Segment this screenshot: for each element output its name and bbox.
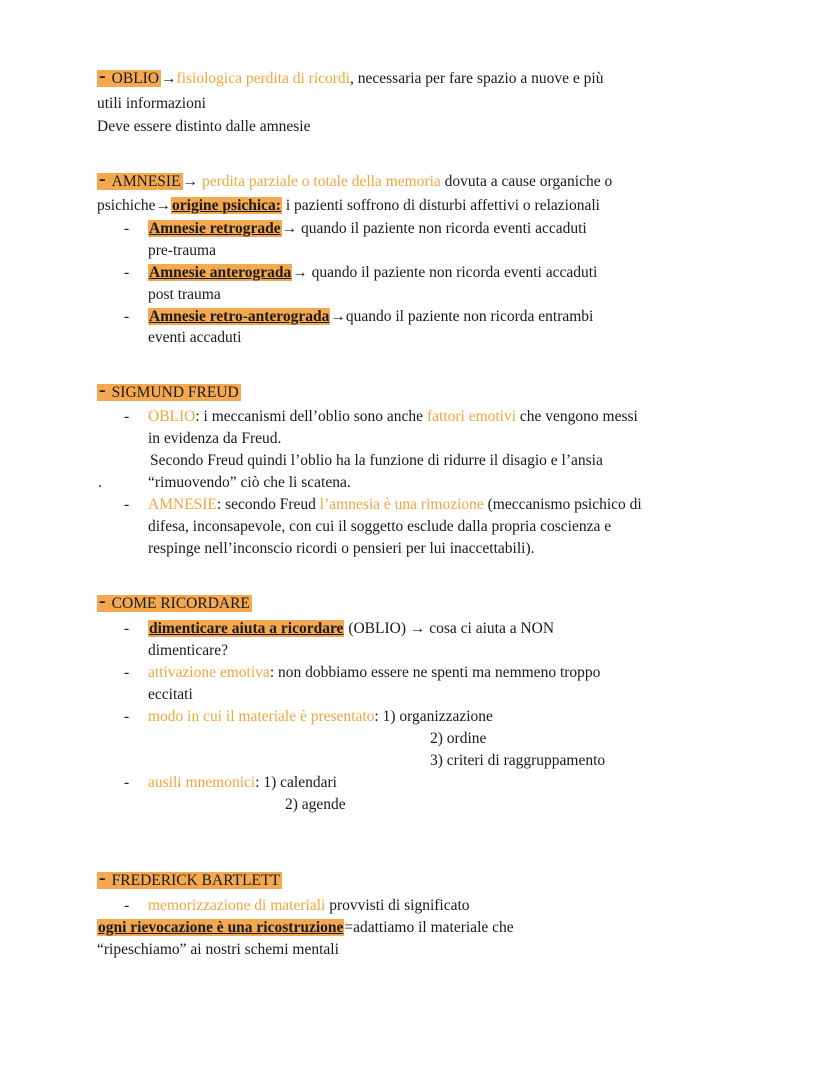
bullet-marker: -	[124, 774, 130, 791]
bartlett-line2: ogni rievocazione è una ricostruzione=adattiamo il materiale che	[98, 919, 514, 936]
freud-b1-l3: Secondo Freud quindi l’oblio ha la funzione di ridurre il disagio e l’ansia	[150, 452, 603, 469]
freud-b1: OBLIO: i meccanismi dell’oblio sono anche fattori emotivi che vengono messi	[148, 408, 638, 425]
bullet-marker: -	[124, 496, 130, 513]
bullet-marker: -	[124, 708, 130, 725]
ricordare-b3-l2: 2) ordine	[430, 730, 487, 747]
bullet-marker: -	[124, 264, 130, 281]
ricordare-b4: ausili mnemonici: 1) calendari	[148, 774, 337, 791]
oblio-heading-line: - OBLIO →fisiologica perdita di ricordi, necessaria per fare spazio a nuove e più	[99, 65, 604, 87]
ricordare-b4-l2: 2) agende	[285, 796, 346, 813]
freud-b1-l2: in evidenza da Freud.	[148, 430, 282, 447]
ricordare-b2-l2: eccitati	[148, 686, 193, 703]
amnesie-item-3-cont: eventi accaduti	[148, 329, 242, 346]
bartlett-heading-line	[97, 869, 282, 891]
freud-heading-line	[97, 381, 241, 403]
bartlett-heading: - FREDERICK BARTLETT	[99, 867, 280, 889]
freud-heading: - SIGMUND FREUD	[99, 379, 239, 401]
amnesie-heading: - AMNESIE	[99, 168, 181, 190]
bullet-marker: -	[124, 664, 130, 681]
freud-b2-l2: difesa, inconsapevole, con cui il soggetto esclude dalla propria coscienza e	[148, 518, 612, 535]
bullet-marker: -	[124, 408, 130, 425]
stray-dot: .	[98, 474, 102, 491]
ricordare-heading-line	[97, 592, 252, 614]
ricordare-b3-l3: 3) criteri di raggruppamento	[430, 752, 606, 769]
freud-b2: AMNESIE: secondo Freud l’amnesia è una rimozione (meccanismo psichico di	[148, 496, 642, 513]
amnesie-item-2: Amnesie anterograda→ quando il paziente non ricorda eventi accaduti	[149, 264, 598, 281]
amnesie-item-3: Amnesie retro-anterograda→quando il paziente non ricorda entrambi	[149, 308, 594, 325]
ricordare-b1: dimenticare aiuta a ricordare (OBLIO) → cosa ci aiuta a NON	[149, 620, 555, 637]
ricordare-b3: modo in cui il materiale è presentato: 1) organizzazione	[148, 708, 493, 725]
ricordare-heading: - COME RICORDARE	[99, 590, 250, 612]
ricordare-b2: attivazione emotiva: non dobbiamo essere ne spenti ma nemmeno troppo	[148, 664, 601, 681]
bullet-marker: -	[124, 220, 130, 237]
oblio-line3: Deve essere distinto dalle amnesie	[97, 118, 311, 135]
ricordare-b1-l2: dimenticare?	[148, 642, 229, 659]
amnesie-item-2-cont: post trauma	[148, 286, 221, 303]
amnesie-heading-line: - AMNESIE → perdita parziale o totale della memoria dovuta a cause organiche o	[99, 168, 613, 190]
oblio-line2: utili informazioni	[97, 95, 206, 112]
amnesie-item-1: Amnesie retrograde→ quando il paziente non ricorda eventi accaduti	[149, 220, 587, 237]
bullet-marker: -	[124, 620, 130, 637]
bullet-marker: -	[124, 308, 130, 325]
bartlett-line3: “ripeschiamo” ai nostri schemi mentali	[97, 941, 339, 958]
bartlett-b1: memorizzazione di materiali provvisti di significato	[148, 897, 470, 914]
freud-b2-l3: respinge nell’inconscio ricordi o pensieri per lui inaccettabili).	[148, 540, 535, 557]
amnesie-item-1-cont: pre-trauma	[148, 242, 216, 259]
bullet-marker: -	[124, 897, 130, 914]
freud-b1-l4: “rimuovendo” ciò che li scatena.	[148, 474, 351, 491]
oblio-heading: - OBLIO	[99, 65, 160, 87]
amnesie-line2: psichiche→origine psichica: i pazienti soffrono di disturbi affettivi o relazionali	[97, 197, 600, 214]
